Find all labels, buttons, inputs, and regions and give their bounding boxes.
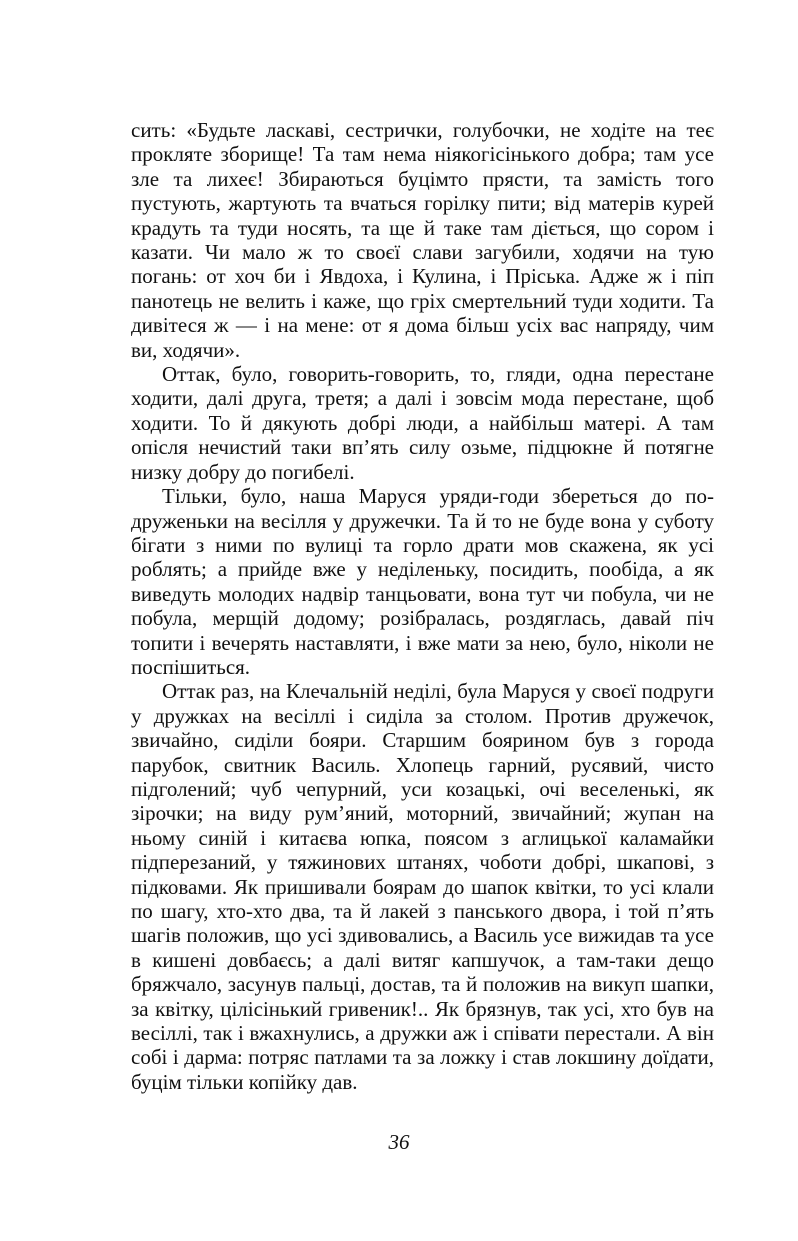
paragraph-1: сить: «Будьте ласкаві, сестрички, голубочки, не ходіте на теє прокляте зборище! Та там нема ніякогісінького добра; там усе зле та лихеє! Збираються буцімто прясти, та замість того пустують, жартують та вчаться горілку пити; від матерів курей крадуть та туди носять, та ще й таке там діється, що сором і казати. Чи мало ж то своєї слави загубили, ходячи на тую погань: от хоч би і Явдоха, і Кулина, і Пріська. Адже ж і піп панотець не велить і каже, що гріх смертельний туди ходити. Та дивітеся ж — і на мене: от я дома більш усіх вас напряду, чим ви, ходячи». bbox=[131, 118, 714, 362]
paragraph-2: Оттак, було, говорить-говорить, то, гляди, одна перестане ходити, далі друга, третя; а далі і зовсім мода перестане, щоб ходити. То й дякують добрі люди, а найбільш матері. А там опісля нечистий таки вп’ять силу озьме, підцюкне й потягне низку добру до погибелі. bbox=[131, 362, 714, 484]
page-number: 36 bbox=[388, 1130, 410, 1154]
paragraph-3: Тільки, було, наша Маруся уряди-годи збереться до подруженьки на весілля у дружечки. Та й то не буде вона у суботу бігати з ними по вулиці та горло драти мов скажена, як усі роблять; а прийде вже у неділеньку, посидить, пообіда, а як виведуть молодих надвір танцьовати, вона тут чи побула, чи не побула, мерщій додому; розібралась, роздяглась, давай піч топити і вечерять наставляти, і вже мати за нею, було, ніколи не поспішиться. bbox=[131, 484, 714, 679]
paragraph-4: Оттак раз, на Клечальній неділі, була Маруся у своєї подруги у дружках на весіллі і сиділа за столом. Против дружечок, звичайно, сиділи бояри. Старшим боярином був з города парубок, свитник Василь. Хлопець гарний, русявий, чисто підголений; чуб чепурний, уси козацькі, очі веселенькі, як зірочки; на виду рум’яний, моторний, звичайний; жупан на ньому синій і китаєва юпка, поясом з аглицької каламайки підперезаний, у тяжинових штанях, чоботи добрі, шкапові, з підковами. Як пришивали боярам до шапок квітки, то усі клали по шагу, хто-хто два, та й лакей з панського двора, і той п’ять шагів положив, що усі здивовались, а Василь усе вижидав та усе в кишені довбаєсь; а далі витяг капшучок, а там-таки дещо бряжчало, засунув пальці, достав, та й положив на викуп шапки, за квітку, цілісінький гривеник!.. Як брязнув, так усі, хто був на весіллі, так і вжахнулись, а дружки аж і співати перестали. А він собі і дарма: потряс патлами та за ложку і став локшину доїдати, буцім тільки копійку дав. bbox=[131, 679, 714, 1094]
page-body bbox=[131, 118, 714, 1094]
